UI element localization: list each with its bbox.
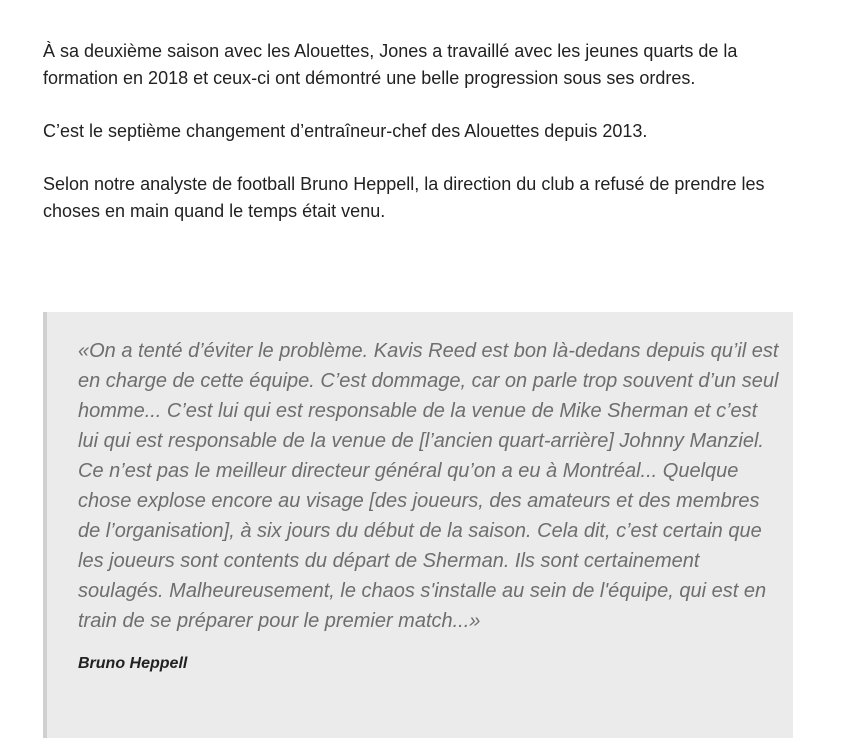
quote-text: «On a tenté d’éviter le problème. Kavis Reed est bon là-dedans depuis qu’il est en charge de cette équipe. C’est dommage, car on parle trop souvent d’un seul homme... C’est lui qui est responsable de la venue de Mike Sherman et c’est lui qui est responsable de la venue de [l’ancien quart-arrière] Johnny Manziel. Ce n’est pas le meilleur directeur général qu’on a eu à Montréal... Quelque chose explose encore au visage [des joueurs, des amateurs et des membres de l’organisation], à six jours du début de la saison. Cela dit, c’est certain que les joueurs sont contents du départ de Sherman. Ils sont certainement soulagés. Malheureusement, le chaos s'installe au sein de l'équipe, qui est en train de se préparer pour le premier match...»: [78, 340, 779, 632]
article-body: [43, 38, 803, 251]
blockquote: [43, 312, 793, 738]
quote-author: Bruno Heppell: [78, 655, 188, 672]
article-paragraph-3: Selon notre analyste de football Bruno Heppell, la direction du club a refusé de prendre les choses en main quand le temps était venu.: [43, 174, 765, 221]
article-paragraph-1: À sa deuxième saison avec les Alouettes, Jones a travaillé avec les jeunes quarts de la formation en 2018 et ceux-ci ont démontré une belle progression sous ses ordres.: [43, 41, 738, 88]
article-paragraph-2: C’est le septième changement d’entraîneur-chef des Alouettes depuis 2013.: [43, 121, 648, 141]
